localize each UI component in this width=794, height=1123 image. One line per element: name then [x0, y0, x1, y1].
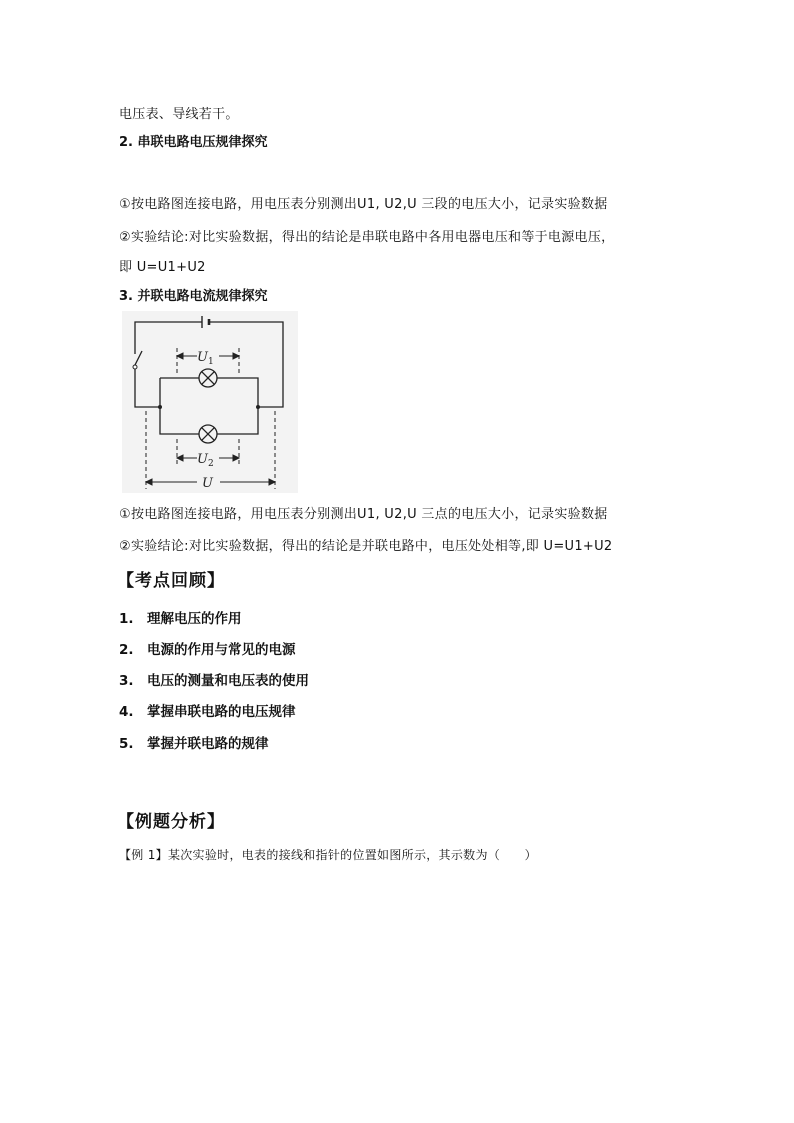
text-line-conclusion2: ②实验结论:对比实验数据，得出的结论是并联电路中，电压处处相等,即 U=U1+U2	[119, 539, 613, 554]
review-section-title: 【考点回顾】	[117, 571, 225, 591]
review-item	[119, 700, 296, 720]
review-item-num: 2.	[119, 642, 134, 658]
review-item-num: 3.	[119, 673, 134, 689]
review-item-text: 电压的测量和电压表的使用	[147, 673, 309, 689]
heading-series-voltage: 2. 串联电路电压规律探究	[119, 135, 268, 150]
review-item	[119, 607, 242, 627]
label-u: U	[202, 476, 213, 491]
example-1-text: 【例 1】某次实验时，电表的接线和指针的位置如图所示，其示数为（ ）	[119, 848, 537, 862]
review-item-text: 电源的作用与常见的电源	[147, 642, 296, 658]
examples-section-title: 【例题分析】	[117, 812, 225, 832]
text-line-materials: 电压表、导线若干。	[119, 107, 239, 122]
review-item-text: 掌握串联电路的电压规律	[147, 704, 296, 720]
review-item-num: 5.	[119, 736, 134, 752]
text-line-conclusion1: ②实验结论:对比实验数据，得出的结论是串联电路中各用电器电压和等于电源电压，	[119, 230, 615, 245]
review-item	[119, 732, 269, 752]
label-u2: $U_2$	[197, 452, 214, 469]
heading-parallel-voltage: 3. 并联电路电流规律探究	[119, 289, 268, 304]
text-line-formula1: 即 U=U1+U2	[119, 260, 206, 275]
review-item	[119, 638, 296, 658]
review-item-num: 4.	[119, 704, 134, 720]
label-u1: $U_1$	[197, 350, 214, 367]
review-item-text: 理解电压的作用	[147, 611, 242, 627]
parallel-circuit-diagram	[122, 311, 298, 493]
review-item-num: 1.	[119, 611, 134, 627]
text-line-step2: ①按电路图连接电路，用电压表分别测出U1, U2,U 三点的电压大小，记录实验数据	[119, 507, 608, 522]
review-item	[119, 669, 309, 689]
review-item-text: 掌握并联电路的规律	[147, 736, 269, 752]
text-line-step1: ①按电路图连接电路，用电压表分别测出U1, U2,U 三段的电压大小，记录实验数据	[119, 197, 608, 212]
